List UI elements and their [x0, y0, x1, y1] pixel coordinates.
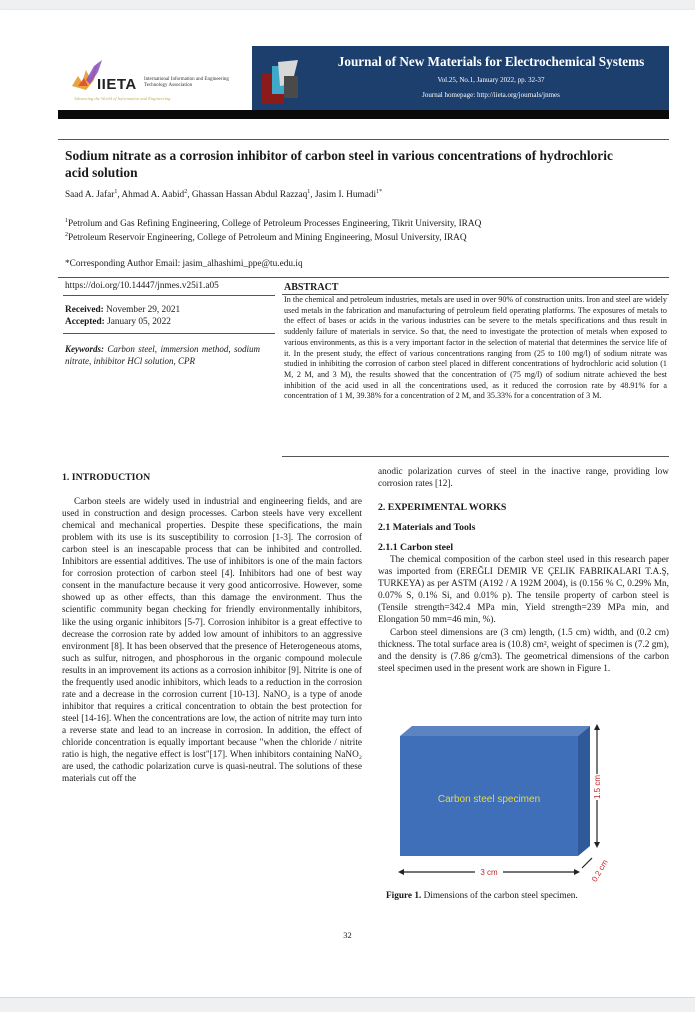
specimen-top-face	[400, 726, 590, 736]
publisher-name: International Information and Engineering Technology Association	[144, 77, 229, 88]
section-heading-experimental: 2. EXPERIMENTAL WORKS	[378, 502, 507, 514]
specimen-side-face	[578, 726, 590, 856]
length-arrowhead-right	[574, 869, 580, 875]
received-date: November 29, 2021	[106, 305, 181, 315]
abstract-text: In the chemical and petroleum industries, metals are used in over 90% of construction units. Iron and steel are widely used metals in the fabrication and manufacturing of petroleum field operating platforms. The exposures of metals to the effect of bases or acids in the various industries can be severe to the metals specifications and thus result in suddenly failure of materials in service. So that, the need to investigate the protection of metals when exposed to various environments, as this is a very important factor in the selection of material that determines the service life of it. In the present study, the effect of various concentrations ranging from (25 to 100 mg/l) of sodium nitrate was studied in inhibiting the corrosion of carbon steel placed in different concentrations of hydrochloric acid solution (1 M, 2 M, and 3 M), the results showed that the concentration of (75 mg/l) of sodium nitrate achieved the best inhibition of the acid used in all the concentrations used, as it reduced the corrosion rate by 48.91% for a concentration of 1 M, 39.38% for a concentration of 2 M, and 35.33% for a concentration of 3 M.	[284, 295, 667, 401]
accepted-date: January 05, 2022	[107, 317, 171, 327]
thickness-label: 0.2 cm	[589, 858, 610, 884]
paragraph: anodic polarization curves of steel in the inactive range, providing low corrosion rates [12].	[378, 467, 669, 490]
publisher-tagline: Advancing the World of Information and Engineering	[74, 96, 171, 101]
journal-title: Journal of New Materials for Electrochemical Systems	[337, 54, 645, 69]
journal-banner	[252, 46, 669, 110]
subsubsection-heading-carbon-steel: 2.1.1 Carbon steel	[378, 542, 454, 554]
right-column	[378, 466, 669, 675]
volume-info: Vol.25, No.1, January 2022, pp. 32-37	[437, 76, 545, 84]
publisher-acronym: IIETA	[97, 76, 137, 93]
paragraph: The chemical composition of the carbon steel used in this research paper was imported from (EREĞLI DEMIR VE ÇELIK FABRIKALARI T.A.Ş, TURKEYA) as per ASTM (A192 / A 192M 2004), is (0.156 % C, 0.29% Mn, 0.07% S, 0.1% Si, and 0.01% p). The tensile property of carbon steel is (Tensile strength=342.4 MPa min, Yield strength=239 MPa min, and Elongation 50 mm=46 min, %).	[378, 555, 669, 626]
publisher-logo	[62, 52, 252, 108]
section-heading-introduction: 1. INTRODUCTION	[62, 472, 151, 483]
width-arrowhead-down	[594, 842, 600, 848]
dates-rule	[63, 333, 275, 334]
affiliation: $^2$Petroleum Reservoir Engineering, College of Petroleum and Mining Engineering, Mosul University, IRAQ	[65, 232, 467, 244]
paragraph: Carbon steels are widely used in industrial and engineering fields, and are used in construction and design processes. Carbon steels have very excellent chemical and mechanical properties. Despite these specifications, the main problem with its use is its susceptibility to corrosion [1-3]. The corrosion of carbon steel is an inescapable process that can be inhibited and controlled. Inhibitors are essential additives. The use of inhibitors is one of the main factors for corrosion protection of carbon steel [4]. Inhibitors had one of best way consent in the manufacture because it very good anticorrosive. However, some showed up as other effects, than this damage the environment. Thus the scientific community began checking for friendly environmentally inhibitors, like the using organic inhibitors [5-7]. Corrosion inhibitor is a great effective to decrease the corrosion rate by added low amount of inhibitors to an aggressive environment [8]. It has been observed that the presence of Heterogeneous atoms, such as sulfur, nitrogen, and phosphorous in the organic compound molecule results in an improvement its actions as a corrosion inhibitor [9]. Nitrite is one of the frequently used anodic inhibitors, which leads to a reduction in the corrosion rate and a decrease in the corrosion current [10-13]. NaNO₂ is a type of anode inhibitor that requires a critical concentration to obtain the best protection for steel [14-16]. When the concentrations are low, the action of nitrite may turn into a reverse state and lead to an increase in corrosion. In addition, the effect of chloride concentration is equally important because "when the chloride / nitrite ratio is high, the negative effect is lost"[17]. When inhibitors containing NaNO₂ are used, the cathodic polarization curve is quasi-neutral. The solutions of these materials cut off the	[62, 497, 363, 785]
left-column	[62, 472, 362, 785]
viewer-bottom-bar	[0, 997, 695, 1024]
figure-carbon-steel-specimen	[390, 722, 615, 887]
author: Ahmad A. Aabid	[121, 190, 185, 201]
width-arrowhead-up	[594, 724, 600, 730]
doi-rule	[63, 295, 275, 296]
length-arrowhead-left	[398, 869, 404, 875]
figure-caption: Figure 1. Dimensions of the carbon steel specimen.	[386, 891, 578, 901]
page-number: 32	[343, 930, 352, 940]
abstract-heading: ABSTRACT	[284, 282, 339, 293]
article-dates: Received: November 29, 2021 Accepted: January 05, 2022	[65, 305, 181, 327]
paragraph: Carbon steel dimensions are (3 cm) length, (1.5 cm) width, and (0.2 cm) thickness. The total surface area is (10.8) cm², weight of specimen is (7.2 gm), and the density is (7.86 g/cm3). The geometrical dimensions of the carbon steel specimen used in the present work are shown in Figure 1.	[378, 627, 669, 674]
viewer-page-gap	[0, 997, 695, 1012]
thickness-arrow	[582, 858, 592, 868]
width-label: 1.5 cm	[593, 774, 602, 800]
paper-title: Sodium nitrate as a corrosion inhibitor of carbon steel in various concentrations of hydrochloric acid solution	[65, 148, 613, 180]
journal-homepage[interactable]: Journal homepage: http://iieta.org/journals/jnmes	[422, 91, 560, 99]
meta-rule	[58, 277, 669, 278]
keywords: Keywords: Carbon steel, immersion method, sodium nitrate, inhibitor HCl solution, CPR	[65, 344, 261, 366]
header-divider	[58, 110, 669, 119]
author: Saad A. Jafar	[65, 190, 115, 201]
length-label: 3 cm	[480, 868, 498, 877]
specimen-label: Carbon steel specimen	[437, 794, 541, 805]
subsection-heading-materials: 2.1 Materials and Tools	[378, 522, 476, 534]
abstract-rule-bottom	[282, 456, 669, 457]
journal-cube-icon	[258, 60, 308, 108]
corresponding-author: *Corresponding Author Email: jasim_alhashimi_ppe@tu.edu.iq	[65, 259, 303, 269]
affiliation: $^1$Petrolum and Gas Refining Engineering, College of Petroleum Processes Engineering, Tikrit University, IRAQ	[65, 218, 482, 230]
author: Jasim I. Humadi	[314, 190, 377, 201]
author-list: Saad A. Jafar$^1$, Ahmad A. Aabid$^2$, Ghassan Hassan Abdul Razzaq$^1$, Jasim I. Humadi$^{1*}$	[65, 189, 383, 201]
title-rule-top	[58, 139, 669, 140]
doi-link[interactable]: https://doi.org/10.14447/jnmes.v25i1.a05	[65, 281, 219, 291]
author: Ghassan Hassan Abdul Razzaq	[191, 190, 308, 201]
